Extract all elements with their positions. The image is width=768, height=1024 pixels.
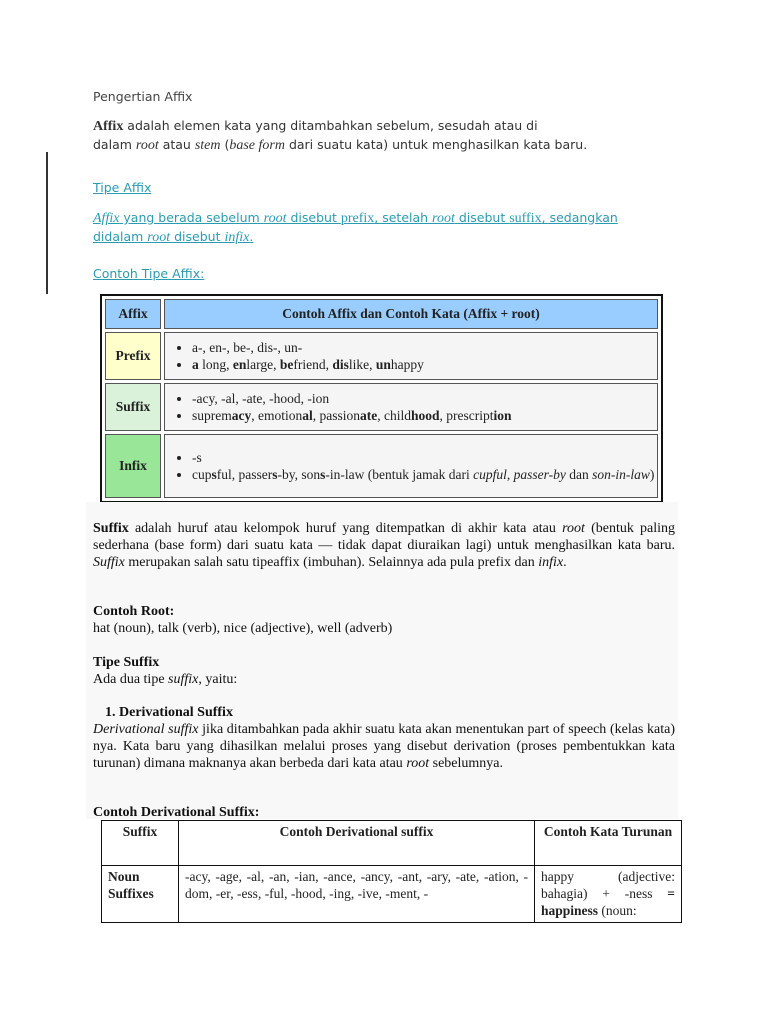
para-text: .	[563, 555, 567, 570]
cell-text: happy (adjective: bahagia) + -ness	[541, 869, 675, 901]
header-suffix: Suffix	[102, 821, 179, 866]
para-text: (bentuk paling sederhana (base form) dari suatu kata — tidak dapat diuraikan lagi) untuk menghasilkan kata baru.	[93, 521, 675, 553]
desc-text: , sedangkan	[541, 210, 618, 225]
intro-paragraph	[93, 117, 693, 155]
suffix-term: suffix	[168, 672, 199, 687]
stem-term: stem	[194, 138, 221, 153]
prefix-term: prefix	[340, 211, 375, 226]
infix-examples	[164, 434, 658, 498]
desc-text: disebut	[454, 210, 510, 225]
suffix-term: Suffix	[93, 555, 125, 570]
derivational-title: 1. Derivational Suffix	[105, 705, 233, 720]
infix-term: infix	[224, 230, 250, 245]
suffix-examples	[164, 383, 658, 431]
table-header-row	[105, 299, 658, 329]
header-affix: Affix	[105, 299, 161, 329]
page-title: Pengertian Affix	[93, 89, 193, 104]
list-item: • a-, en-, be-, dis-, un-	[192, 339, 656, 356]
desc-text: disebut	[286, 210, 341, 225]
suffix-label: Suffix	[105, 383, 161, 431]
contoh-root-text: hat (noun), talk (verb), nice (adjective), well (adverb)	[93, 621, 393, 636]
row-contoh: -acy, -age, -al, -an, -ian, -ance, -ancy, -ant, -ary, -ate, -ation, -dom, -er, -ess, -ful, -hood, -ing, -ive, -ment, -	[179, 866, 535, 923]
tipe-suffix-text	[93, 671, 675, 688]
derivational-text	[93, 721, 675, 772]
table-row	[102, 866, 682, 923]
tipe-affix-heading: Tipe Affix	[93, 180, 152, 195]
para-text: merupakan salah satu tipeaffix (imbuhan). Selainnya ada pula prefix dan	[124, 555, 539, 570]
suffix-term: Suffix	[93, 521, 129, 536]
root-term: root	[147, 230, 171, 245]
table-header-row	[102, 821, 682, 866]
list-item: • -s	[192, 449, 656, 466]
root-term: root	[406, 756, 430, 771]
header-contoh-kata: Contoh Kata Turunan	[535, 821, 682, 866]
infix-term: infix	[538, 555, 564, 570]
text-cursor-bar	[46, 152, 48, 294]
infix-label: Infix	[105, 434, 161, 498]
list-item: • a long, enlarge, befriend, dislike, unhappy	[192, 356, 656, 373]
para-text: sebelumnya.	[429, 756, 504, 771]
table-row	[105, 383, 658, 431]
derivational-section	[93, 704, 675, 772]
intro-text: atau	[158, 137, 195, 152]
desc-text: didalam	[93, 229, 148, 244]
row-label: Noun Suffixes	[102, 866, 179, 923]
suffix-paragraph	[93, 520, 675, 571]
row-kata	[535, 866, 682, 923]
intro-text: adalah elemen kata yang ditambahkan sebelum, sesudah atau di	[123, 118, 538, 133]
root-term: root	[135, 138, 159, 153]
affix-table	[100, 294, 663, 503]
tipe-suffix-section	[93, 654, 675, 688]
desc-text: yang berada sebelum	[119, 210, 264, 225]
contoh-root-section	[93, 603, 675, 637]
list-item: • -acy, -al, -ate, -hood, -ion	[192, 390, 656, 407]
para-text: Ada dua tipe	[93, 672, 169, 687]
para-text: , yaitu:	[198, 672, 238, 687]
header-contoh-derivational: Contoh Derivational suffix	[179, 821, 535, 866]
contoh-tipe-affix-heading: Contoh Tipe Affix:	[93, 266, 205, 281]
table-row	[105, 434, 658, 498]
affix-term: Affix	[93, 211, 120, 226]
prefix-label: Prefix	[105, 332, 161, 380]
desc-text: , setelah	[374, 210, 433, 225]
intro-text: dalam	[93, 137, 136, 152]
list-item: • supremacy, emotional, passionate, childhood, prescription	[192, 407, 656, 424]
desc-text: .	[249, 229, 254, 244]
intro-text: dari suatu kata) untuk menghasilkan kata baru.	[284, 137, 588, 152]
root-term: root	[562, 521, 585, 536]
tipe-suffix-title: Tipe Suffix	[93, 655, 160, 670]
header-contoh: Contoh Affix dan Contoh Kata (Affix + root)	[164, 299, 658, 329]
root-term: root	[432, 211, 455, 226]
suffix-term: suffix	[509, 211, 542, 226]
list-item: • cupsful, passers-by, sons-in-law (bentuk jamak dari cupful, passer-by dan son-in-law)	[192, 466, 656, 483]
derivational-table	[101, 820, 682, 923]
derivational-term: Derivational suffix	[93, 722, 199, 737]
affix-term: Affix	[93, 119, 124, 134]
root-term: root	[263, 211, 287, 226]
prefix-examples	[164, 332, 658, 380]
intro-text: (	[220, 137, 230, 152]
table-row	[105, 332, 658, 380]
desc-text: disebut	[170, 229, 225, 244]
base-form-term: base form	[229, 138, 285, 153]
contoh-root-title: Contoh Root:	[93, 604, 175, 619]
cell-text: (noun:	[598, 903, 637, 918]
para-text: jika ditambahkan pada akhir suatu kata akan menentukan part of speech (kelas kata) nya. Kata baru yang dihasilkan melalui proses yang disebut derivation (proses pembentukkan kata turunan) dimana maknanya akan berbeda dari kata atau	[93, 722, 675, 771]
cell-text-bold: = happiness	[541, 886, 675, 918]
tipe-affix-description	[93, 209, 653, 247]
contoh-derivational-title: Contoh Derivational Suffix:	[93, 805, 260, 820]
para-text: adalah huruf atau kelompok huruf yang ditempatkan di akhir kata atau	[128, 521, 563, 536]
